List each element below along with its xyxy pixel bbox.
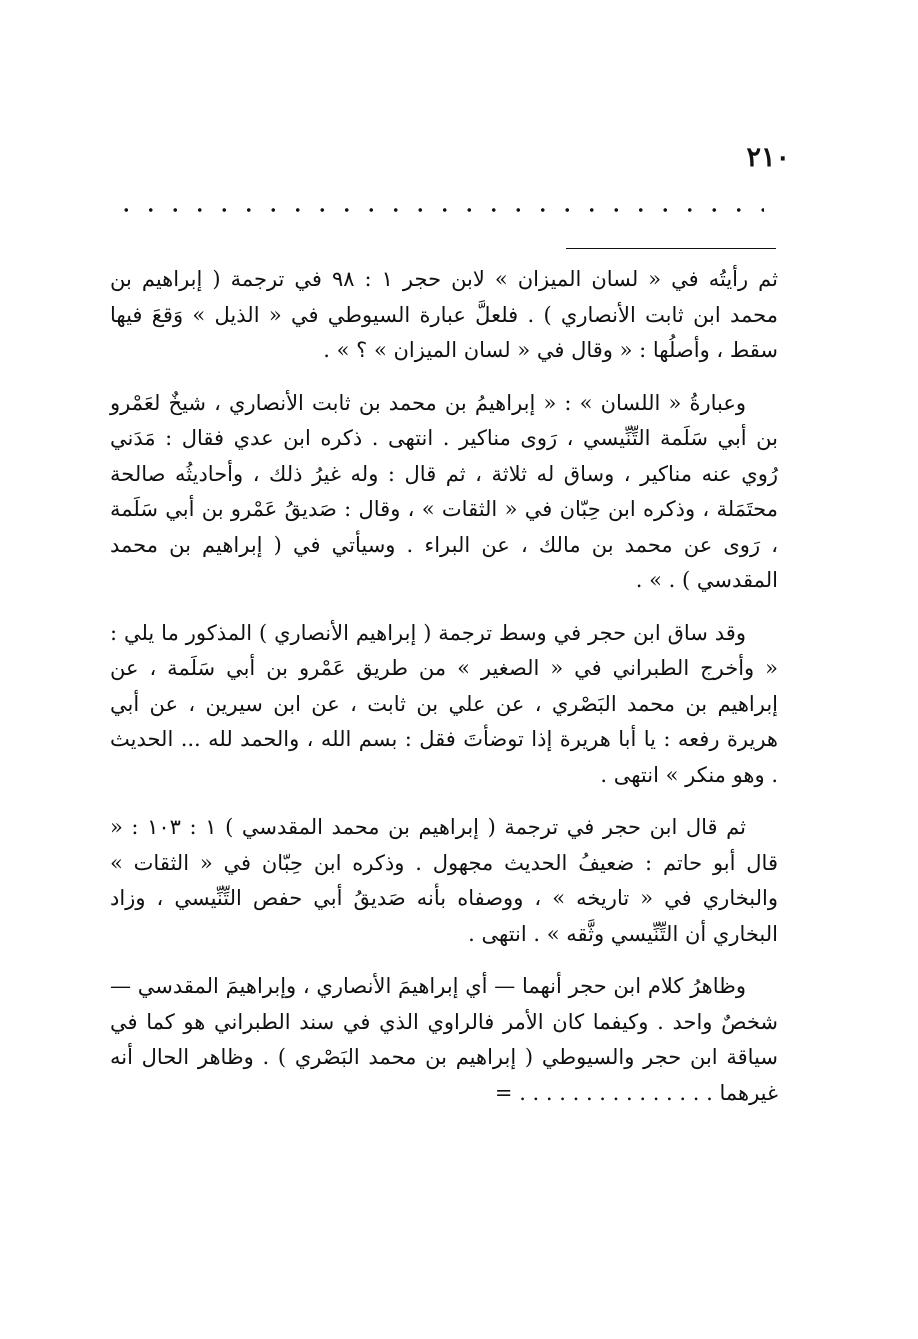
paragraph-1: ثم رأيتُه في « لسان الميزان » لابن حجر ١ : ٩٨ في ترجمة ( إبراهيم بن محمد ابن ثابت الأنصاري ) . فلعلَّ عبارة السيوطي في « الذيل » وَقعَ فيها سقط ، وأصلُها : « وقال في « لسان الميزان » ؟ » .: [110, 267, 778, 362]
footnote-rule: [566, 248, 776, 249]
continuation-mark: =: [494, 1080, 520, 1105]
dotted-separator: [114, 205, 764, 215]
page-number: ٢١٠: [746, 142, 790, 173]
paragraph-3: وقد ساق ابن حجر في وسط ترجمة ( إبراهيم الأنصاري ) المذكور ما يلي : « وأخرج الطبراني في « الصغير » من طريق عَمْرو بن أبي سَلَمة ، عن إبراهيم بن محمد البَصْري ، عن علي بن ثابت ، عن ابن سيرين ، عن أبي هريرة رفعه : يا أبا هريرة إذا توضأتَ فقل : بسم الله ، والحمد لله ... الحديث . وهو منكر » انتهى .: [110, 620, 778, 787]
continuation-dots: . . . . . . . . . . . . . . .: [519, 1080, 720, 1105]
footnote-text: [110, 262, 778, 1128]
paragraph-5: [110, 969, 778, 1111]
paragraph-2: وعبارةُ « اللسان » : « إبراهيمُ بن محمد بن ثابت الأنصاري ، شيخٌ لعَمْرو بن أبي سَلَمة التِّنِّيسي ، رَوى مناكير . انتهى . ذكره ابن عدي فقال : مَدَني رُوي عنه مناكير ، وساق له ثلاثة ، ثم قال : وله غيرُ ذلك ، وأحاديثُه صالحة محتَمَلة ، وذكره ابن حِبّان في « الثقات » ، وقال : صَديقُ عَمْرو بن أبي سَلَمة ، رَوى عن محمد بن مالك ، عن البراء . وسيأتي في ( إبراهيم بن محمد المقدسي ) . » .: [110, 390, 778, 592]
paragraph-4: ثم قال ابن حجر في ترجمة ( إبراهيم بن محمد المقدسي ) ١ : ١٠٣ : « قال أبو حاتم : ضعيفُ الحديث مجهول . وذكره ابن حِبّان في « الثقات » والبخاري في « تاريخه » ، ووصفاه بأنه صَديقُ أبي حفص التِّنِّيسي ، وزاد البخاري أن التِّنِّيسي وثَّقه » . انتهى .: [110, 815, 778, 946]
paragraph-5-text: وظاهرُ كلام ابن حجر أنهما — أي إبراهيمَ الأنصاري ، وإبراهيمَ المقدسي — شخصٌ واحد . وكيفما كان الأمر فالراوي الذي في سند الطبراني هو كما في سياقة ابن حجر والسيوطي ( إبراهيم بن محمد البَصْري ) . وظاهر الحال أنه غيرهما: [110, 974, 778, 1105]
